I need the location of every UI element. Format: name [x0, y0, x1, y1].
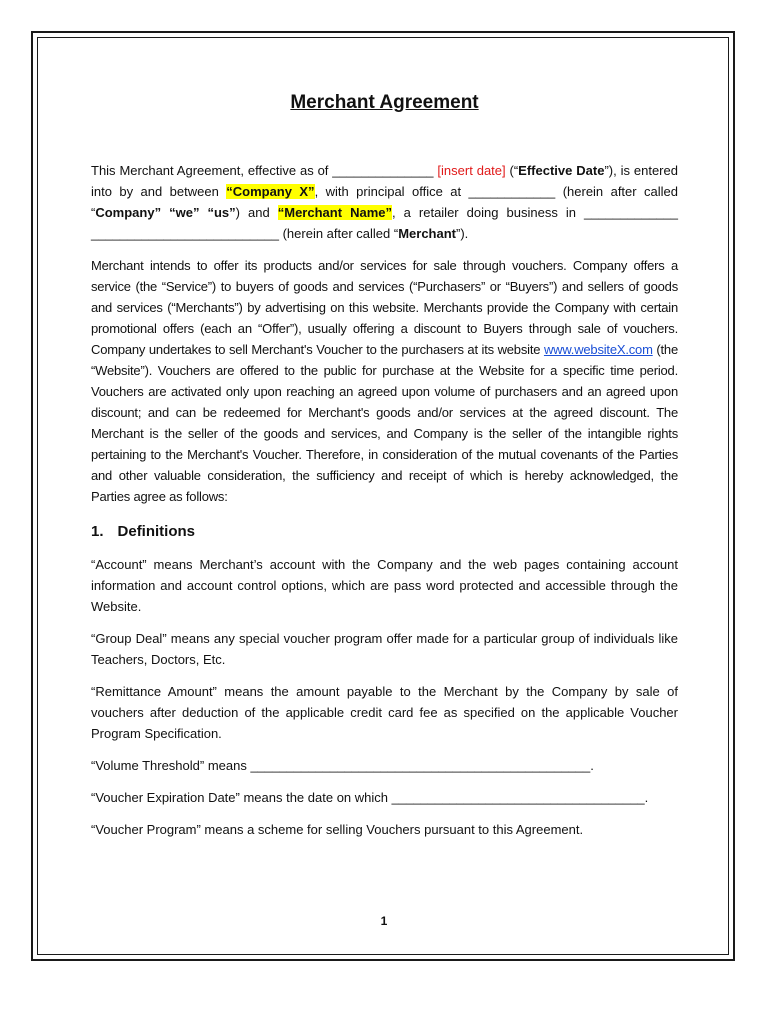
definition-voucher-expiration-date: “Voucher Expiration Date” means the date on which ___________________________________.: [91, 790, 649, 805]
body-text-1: Merchant intends to offer its products and/or services for sale through vouchers. Company offers a service (the “Service”) to buyers of goods and services (“Purchasers” or “Buyers”) and sellers of goods and services (“Merchants”) by advertising on this website. Merchants provide the Company with certain promotional offers (each an “Offer”), usually offering a discount to Buyers through sale of vouchers. Company undertakes to sell Merchant's Voucher to the purchasers at its website: [91, 258, 678, 357]
intro-text-1: This Merchant Agreement, effective as of ______________: [91, 163, 438, 178]
intro-text-5: ) and: [235, 205, 278, 220]
definition-remittance-amount: “Remittance Amount” means the amount payable to the Merchant by the Company by sale of vouchers after deduction of the applicable credit card fee as specified on the applicable Voucher Program Specification.: [91, 684, 678, 741]
section-heading: [91, 523, 678, 540]
intro-text-4: , with principal office at ____________ (herein after called “: [91, 184, 678, 220]
intro-paragraph: [91, 160, 678, 244]
body-text-2: (the “Website”). Vouchers are offered to the public for purchase at the Website for a specific time period. Vouchers are activated only upon reaching an agreed upon volume of purchasers and an agreed upon discount; and can be redeemed for Merchant's goods and/or services at the agreed discount. The Merchant is the seller of the goods and services, and Company is the seller of the intangible rights pertaining to the Merchant's Voucher. Therefore, in consideration of the mutual covenants of the Parties and other valuable consideration, the sufficiency and receipt of which is hereby acknowledged, the Parties agree as follows:: [91, 342, 678, 504]
insert-date-placeholder: [insert date]: [437, 163, 506, 178]
definition-voucher-program: “Voucher Program” means a scheme for selling Vouchers pursuant to this Agreement.: [91, 822, 584, 837]
section-number: 1.: [91, 523, 104, 540]
body-paragraph: [91, 255, 678, 507]
document-page: [91, 92, 678, 851]
definition-account: “Account” means Merchant’s account with the Company and the web pages containing account information and account control options, which are pass word protected and accessible through the Website.: [91, 557, 678, 614]
merchant-name-highlight: “Merchant Name”: [277, 205, 392, 220]
company-terms: Company” “we” “us”: [95, 205, 236, 220]
intro-text-7: ”).: [456, 226, 469, 241]
intro-text-2: (“: [505, 163, 519, 178]
definition-group-deal: “Group Deal” means any special voucher program offer made for a particular group of individuals like Teachers, Doctors, Etc.: [91, 631, 678, 667]
intro-text-6: , a retailer doing business in _____________ __________________________ (herein after called “: [91, 205, 678, 241]
page-number: 1: [380, 914, 388, 928]
section-title: Definitions: [117, 523, 196, 540]
website-link[interactable]: www.websiteX.com: [543, 342, 653, 357]
intro-text-3: ”), is entered into by and between: [91, 163, 678, 199]
effective-date-term: Effective Date: [518, 163, 605, 178]
definition-volume-threshold: “Volume Threshold” means _______________________________________________.: [91, 758, 594, 773]
company-x-highlight: “Company X”: [226, 184, 315, 199]
document-title: Merchant Agreement: [290, 92, 479, 113]
merchant-term: Merchant: [398, 226, 456, 241]
